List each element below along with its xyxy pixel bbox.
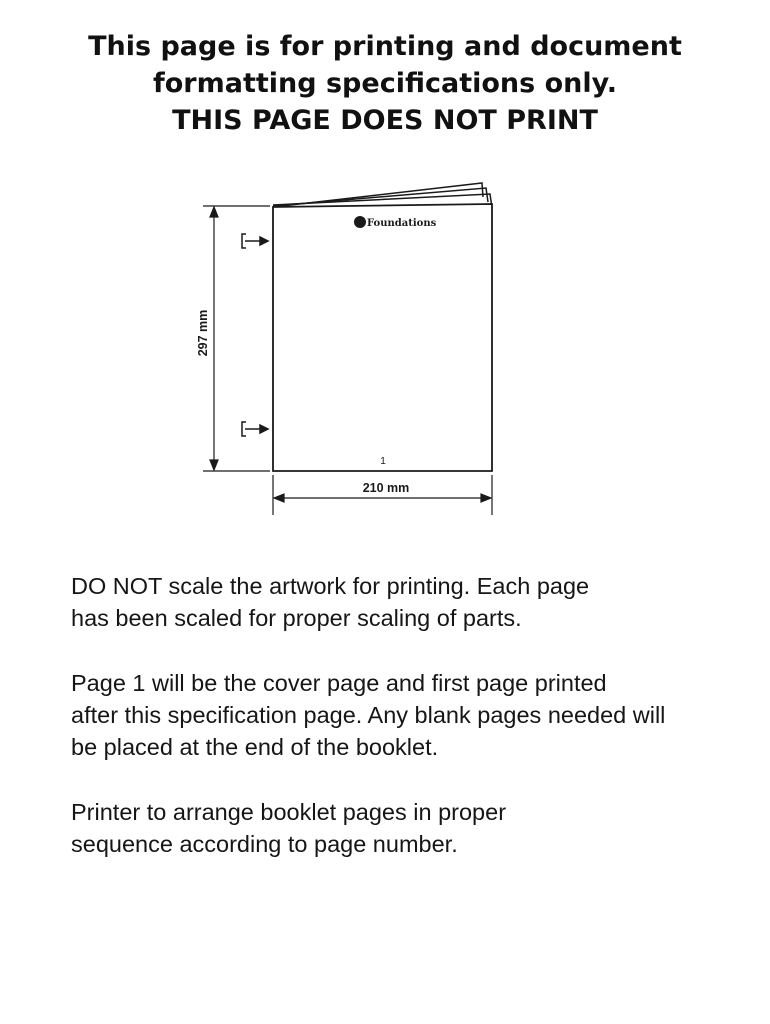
paragraph-cover-page bbox=[71, 667, 751, 763]
binding-marker-top bbox=[242, 234, 268, 248]
width-label: 210 mm bbox=[362, 481, 410, 495]
text-line: sequence according to page number. bbox=[71, 831, 458, 857]
text-line: Printer to arrange booklet pages in proper bbox=[71, 799, 507, 825]
paragraph-sequence bbox=[71, 796, 751, 860]
page-number-label: 1 bbox=[380, 456, 386, 467]
brand-label: Foundations bbox=[367, 218, 437, 229]
foundations-logo bbox=[354, 216, 437, 229]
header-line-1: This page is for printing and document bbox=[88, 31, 682, 62]
booklet-diagram bbox=[190, 175, 510, 520]
text-line: has been scaled for proper scaling of parts. bbox=[71, 605, 522, 631]
text-line: be placed at the end of the booklet. bbox=[71, 734, 439, 760]
page-header bbox=[0, 28, 770, 139]
height-label: 297 mm bbox=[196, 309, 210, 357]
header-line-2: formatting specifications only. bbox=[153, 68, 617, 99]
booklet-page-icon bbox=[190, 175, 510, 520]
paragraph-scaling bbox=[71, 570, 751, 634]
instructions bbox=[71, 570, 751, 893]
header-line-3: THIS PAGE DOES NOT PRINT bbox=[172, 105, 598, 136]
text-line: after this specification page. Any blank pages needed will bbox=[71, 702, 666, 728]
binding-marker-bottom bbox=[242, 422, 268, 436]
text-line: Page 1 will be the cover page and first page printed bbox=[71, 670, 607, 696]
text-line: DO NOT scale the artwork for printing. Each page bbox=[71, 573, 590, 599]
